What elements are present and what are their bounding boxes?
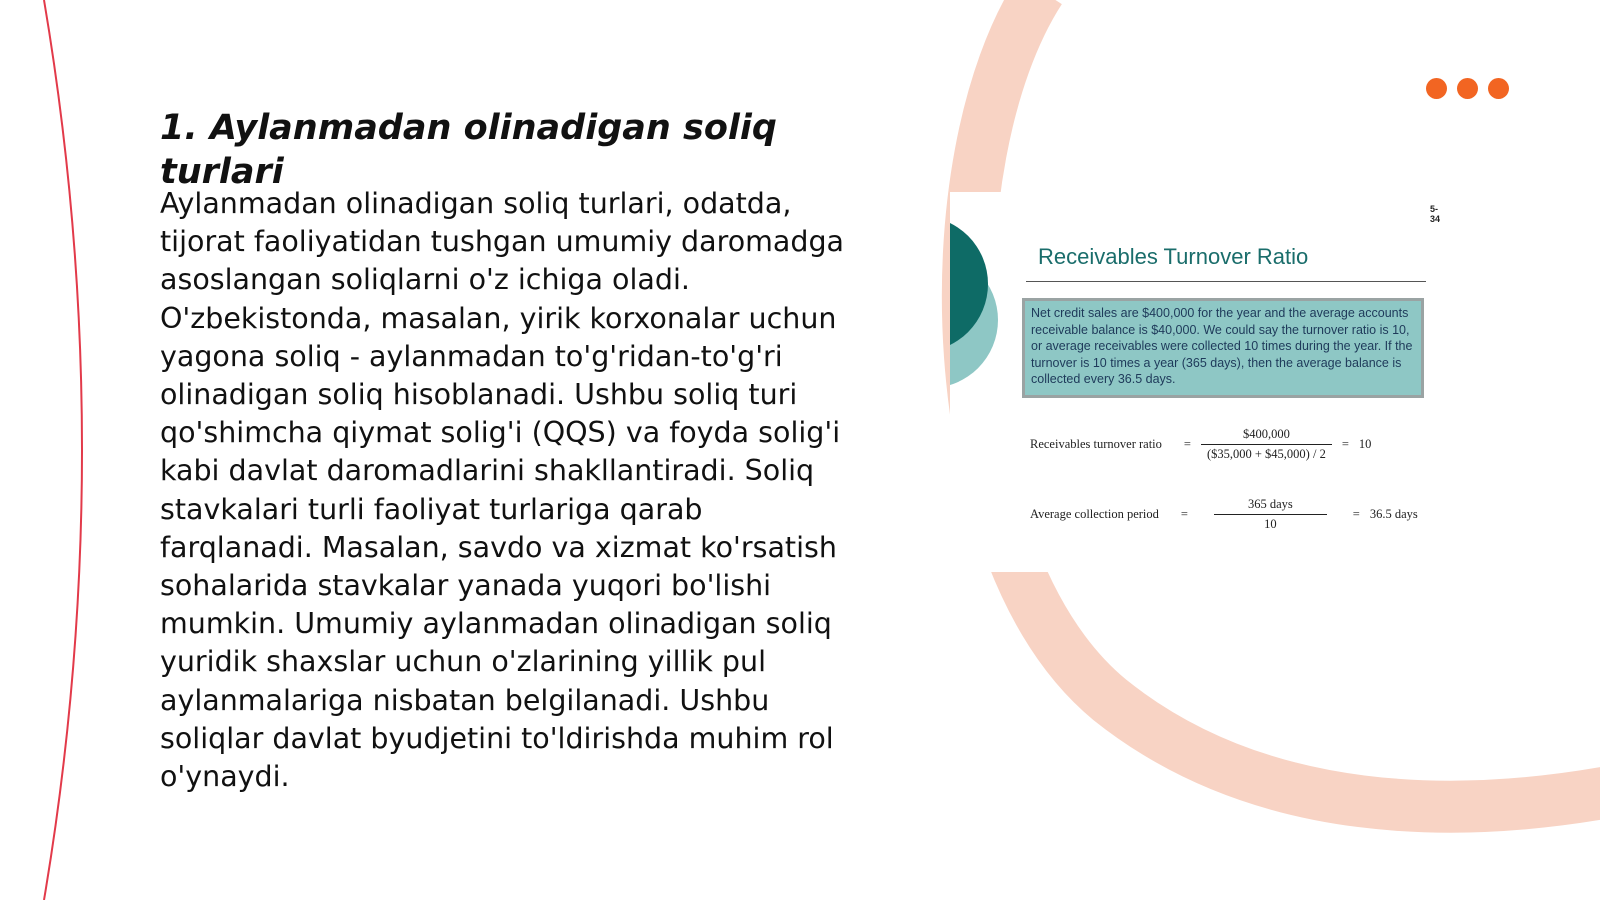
formula-label: Receivables turnover ratio <box>1030 437 1162 451</box>
figure-description-box: Net credit sales are $400,000 for the year and the average accounts receivable balance is $40,000. We could say the turnover ratio is 10, or average receivables were collected 10 times during the year. If the turnover is 10 times a year (365 days), then the average balance is collected every 36.5 days. <box>1022 298 1424 398</box>
figure-page-number: 5-34 <box>1430 204 1440 224</box>
equals-sign: = <box>1183 437 1191 451</box>
formula-result: 36.5 days <box>1369 507 1418 521</box>
figure-title: Receivables Turnover Ratio <box>1038 244 1309 269</box>
teal-circle-decoration <box>950 192 1010 402</box>
left-curve-line <box>44 0 82 900</box>
formula-collection-period <box>1030 497 1418 532</box>
formula-label: Average collection period <box>1030 507 1159 521</box>
page-title: 1. Aylanmadan olinadigan soliq turlari <box>160 108 777 192</box>
formula-turnover-ratio <box>1030 427 1371 462</box>
figure-divider <box>1026 281 1426 282</box>
denominator: 10 <box>1214 514 1327 532</box>
dot-icon <box>1426 78 1447 99</box>
dot-icon <box>1488 78 1509 99</box>
three-dots-icon <box>1426 78 1509 99</box>
numerator: $400,000 <box>1242 427 1290 441</box>
formula-result: 10 <box>1358 437 1372 451</box>
body-paragraph: Aylanmadan olinadigan soliq turlari, odatda, tijorat faoliyatidan tushgan umumiy daromadga asoslangan soliqlarni o'z ichiga oladi. O'zbekistonda, masalan, yirik korxonalar uchun yagona soliq - aylanmadan to'g'ridan-to'g'ri olinadigan soliq hisoblanadi. Ushbu soliq turi qo'shimcha qiymat solig'i (QQS) va foyda solig'i kabi davlat daromadlarini shakllantiradi. Soliq stavkalari turli faoliyat turlariga qarab farqlanadi. Masalan, savdo va xizmat ko'rsatish sohalarida stavkalar yanada yuqori bo'lishi mumkin. Umumiy aylanmadan olinadigan soliq yuridik shaxslar uchun o'zlarining yillik pul aylanmalariga nisbatan belgilanadi. Ushbu soliqlar davlat byudjetini to'ldirishda muhim rol o'ynaydi. <box>160 187 845 794</box>
dot-icon <box>1457 78 1478 99</box>
fraction <box>1198 497 1343 532</box>
fraction <box>1201 427 1332 462</box>
numerator: 365 days <box>1247 497 1293 511</box>
denominator: ($35,000 + $45,000) / 2 <box>1201 444 1332 462</box>
receivables-figure <box>950 192 1440 572</box>
equals-sign: = <box>1180 507 1188 521</box>
equals-sign: = <box>1341 437 1349 451</box>
equals-sign: = <box>1352 507 1360 521</box>
